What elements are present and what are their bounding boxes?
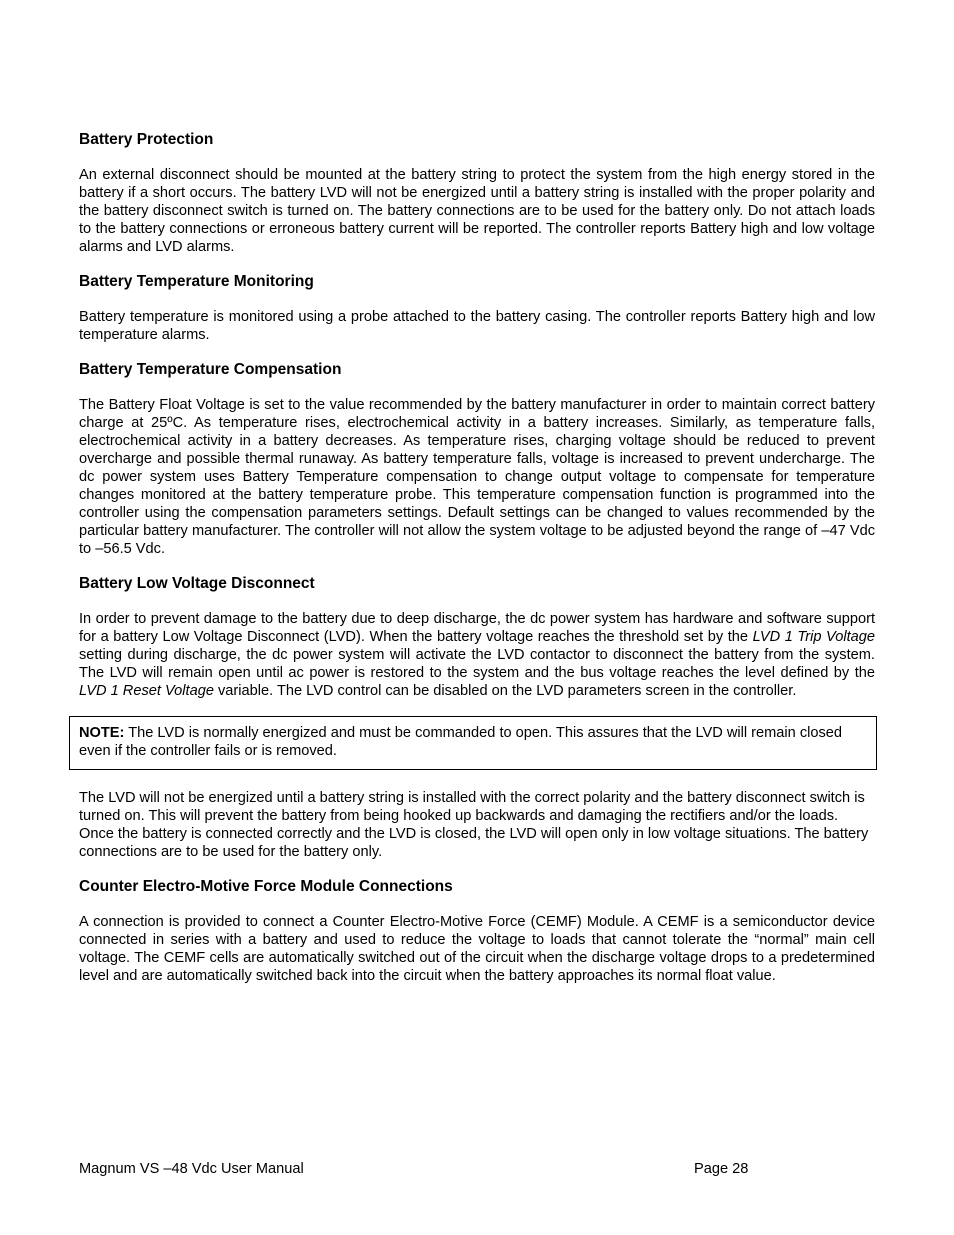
heading-battery-protection: Battery Protection — [79, 131, 214, 148]
heading-cemf-module-connections: Counter Electro-Motive Force Module Connections — [79, 878, 453, 895]
lvd-reset-voltage-term: LVD 1 Reset Voltage — [79, 683, 214, 699]
note-box — [69, 716, 877, 770]
lvd-trip-voltage-term: LVD 1 Trip Voltage — [752, 629, 875, 645]
paragraph-cemf-module-connections: A connection is provided to connect a Counter Electro-Motive Force (CEMF) Module. A CEMF is a semiconductor device connected in series with a battery and used to reduce the voltage to loads that cannot tolerate the “normal” main cell voltage. The CEMF cells are automatically switched out of the circuit when the discharge voltage drops to a predetermined level and are automatically switched back into the circuit when the battery approaches its normal float value. — [79, 914, 875, 984]
heading-battery-low-voltage-disconnect: Battery Low Voltage Disconnect — [79, 575, 315, 592]
note-label: NOTE: — [79, 725, 125, 741]
heading-battery-temperature-compensation: Battery Temperature Compensation — [79, 361, 342, 378]
lvd-text-part-1: In order to prevent damage to the battery due to deep discharge, the dc power system has hardware and software support for a battery Low Voltage Disconnect (LVD). When the battery voltage reaches the threshold set by the — [79, 611, 875, 645]
heading-battery-temperature-monitoring: Battery Temperature Monitoring — [79, 273, 314, 290]
paragraph-lvd-energized: The LVD will not be energized until a battery string is installed with the correct polarity and the battery disconnect switch is turned on. This will prevent the battery from being hooked up backwards and damaging the rectifiers and/or the loads. Once the battery is connected correctly and the LVD is closed, the LVD will open only in low voltage situations. The battery connections are to be used for the battery only. — [79, 790, 869, 860]
footer-page-number: Page 28 — [694, 1161, 749, 1177]
lvd-text-part-3: variable. The LVD control can be disabled on the LVD parameters screen in the controller. — [213, 683, 797, 699]
paragraph-battery-protection: An external disconnect should be mounted at the battery string to protect the system from the high energy stored in the battery if a short occurs. The battery LVD will not be energized until a battery string is installed with the proper polarity and the battery disconnect switch is turned on. The battery connections are to be used for the battery only. Do not attach loads to the battery connections or erroneous battery current will be reported. The controller reports Battery high and low voltage alarms and LVD alarms. — [79, 167, 875, 255]
paragraph-battery-temperature-compensation: The Battery Float Voltage is set to the value recommended by the battery manufacturer in order to maintain correct battery charge at 25ºC. As temperature rises, electrochemical activity in a battery increases. Similarly, as temperature falls, electrochemical activity in a battery decreases. As temperature rises, charging voltage should be reduced to prevent overcharge and possible thermal runaway. As battery temperature falls, voltage is increased to prevent undercharge. The dc power system uses Battery Temperature compensation to change output voltage to compensate for temperature changes monitored at the battery temperature probe. This temperature compensation function is programmed into the controller using the compensation parameters settings. Default settings can be changed to values recommended by the particular battery manufacturer. The controller will not allow the system voltage to be adjusted beyond the range of –47 Vdc to –56.5 Vdc. — [79, 397, 875, 557]
paragraph-battery-temperature-monitoring: Battery temperature is monitored using a probe attached to the battery casing. The controller reports Battery high and low temperature alarms. — [79, 309, 875, 343]
page-content — [79, 130, 875, 1001]
note-text: The LVD is normally energized and must be commanded to open. This assures that the LVD will remain closed even if the controller fails or is removed. — [79, 725, 843, 759]
paragraph-battery-low-voltage-disconnect — [79, 610, 875, 700]
lvd-text-part-2: setting during discharge, the dc power system will activate the LVD contactor to disconnect the battery from the system. The LVD will remain open until ac power is restored to the system and the bus voltage reaches the level defined by the — [79, 647, 875, 681]
footer-manual-title: Magnum VS –48 Vdc User Manual — [79, 1161, 304, 1177]
